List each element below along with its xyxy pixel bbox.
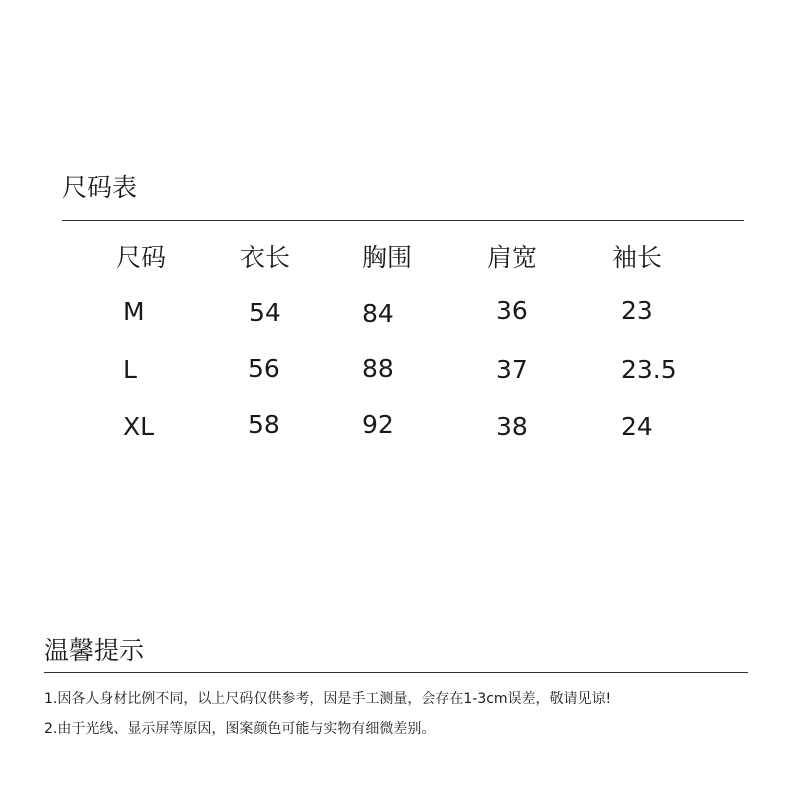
table-cell-chest: 92: [362, 410, 394, 439]
tips-note-1: 1.因各人身材比例不同，以上尺码仅供参考，因是手工测量，会存在1-3cm误差，敬请见谅!: [44, 691, 612, 707]
table-header-shoulder: 肩宽: [487, 243, 538, 272]
table-header-size: 尺码: [116, 243, 167, 272]
table-cell-shoulder: 37: [496, 355, 528, 384]
table-cell-sleeve: 23: [621, 296, 653, 325]
table-cell-sleeve: 23.5: [621, 355, 677, 384]
table-header-length: 衣长: [240, 243, 291, 272]
size-chart-title: 尺码表: [62, 173, 138, 202]
table-cell-shoulder: 38: [496, 412, 528, 441]
table-header-sleeve: 袖长: [612, 243, 663, 272]
table-cell-chest: 88: [362, 354, 394, 383]
table-header-chest: 胸围: [362, 243, 413, 272]
tips-title: 温馨提示: [44, 636, 145, 665]
table-cell-sleeve: 24: [621, 412, 653, 441]
tips-divider: [44, 672, 748, 673]
table-cell-chest: 84: [362, 299, 394, 328]
table-cell-length: 54: [249, 298, 281, 327]
table-cell-shoulder: 36: [496, 296, 528, 325]
table-cell-size: L: [123, 355, 137, 384]
tips-note-2: 2.由于光线、显示屏等原因，图案颜色可能与实物有细微差别。: [44, 721, 436, 737]
table-cell-length: 56: [248, 354, 280, 383]
table-cell-size: M: [123, 297, 145, 326]
size-chart-divider: [62, 220, 744, 221]
table-cell-length: 58: [248, 410, 280, 439]
table-cell-size: XL: [123, 412, 155, 441]
